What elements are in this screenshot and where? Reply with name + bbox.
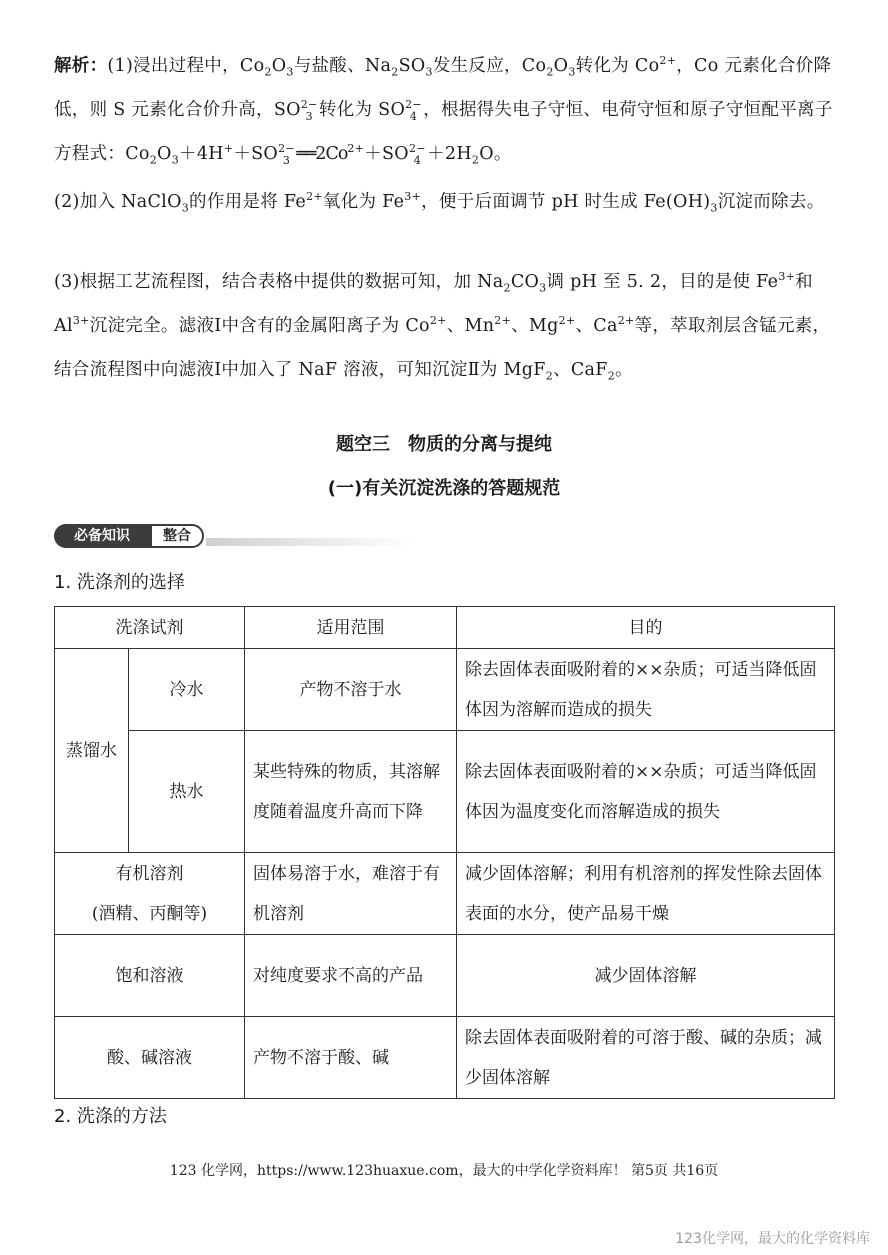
section-title-method: 2. 洗涤的方法: [54, 1106, 167, 1127]
text: ＋SO: [364, 144, 409, 164]
text: ，便于后面调节 pH 时生成 Fe(OH): [421, 192, 711, 212]
scope-cell: 产物不溶于酸、碱: [245, 1017, 457, 1099]
subsection-heading: (一)有关沉淀洗涤的答题规范: [327, 478, 561, 499]
text: ══2Co: [296, 144, 348, 164]
sub: 2: [545, 369, 554, 383]
sup: 3+: [404, 190, 422, 204]
analysis-paragraph-2: [54, 180, 838, 224]
text: O。: [479, 144, 512, 164]
sub: 2: [503, 281, 511, 295]
text: 的作用是将 Fe: [189, 192, 307, 212]
table-row: [55, 853, 835, 935]
sub: 2: [264, 65, 272, 79]
banner-fade-bar: [206, 538, 414, 546]
detergent-table: [54, 606, 835, 1099]
sup: 2−: [300, 98, 318, 112]
sub: 3: [305, 109, 313, 123]
sub: 3: [171, 153, 180, 167]
scope-cell: 对纯度要求不高的产品: [245, 935, 457, 1017]
text: 、Mn: [446, 316, 495, 336]
sub: 2: [149, 153, 158, 167]
text: 和 Al: [54, 272, 813, 336]
sub: 3: [282, 153, 291, 167]
sup: 2+: [347, 142, 365, 156]
table-row: [55, 649, 835, 731]
purpose-cell: 减少固体溶解: [457, 935, 835, 1017]
sub: 3: [539, 281, 547, 295]
text: 转化为 Co: [575, 56, 660, 76]
banner-label-left: 必备知识: [54, 524, 150, 548]
analysis-label: 解析：: [54, 56, 108, 76]
text: 。: [615, 360, 633, 380]
text: CO: [510, 272, 540, 292]
text: 沉淀完全。滤液Ⅰ中含有的金属阳离子为 Co: [89, 316, 430, 336]
watermark: 123化学网，最大的化学资料库: [675, 1231, 870, 1247]
page-footer: 123 化学网，https://www.123huaxue.com，最大的中学化学资料库！ 第5页 共16页: [169, 1163, 719, 1179]
text: 转化为 SO: [318, 100, 406, 120]
text: O: [271, 56, 287, 76]
table-header-row: [55, 607, 835, 649]
table-row: [55, 1017, 835, 1099]
text: 沉淀而除去。: [717, 192, 825, 212]
text: ＋4H: [179, 144, 224, 164]
banner-label-right: 整合: [150, 524, 204, 548]
sub: 3: [425, 65, 433, 79]
section-heading: 题空三 物质的分离与提纯: [336, 434, 552, 455]
purpose-cell: 除去固体表面吸附着的××杂质；可适当降低固体因为溶解而造成的损失: [457, 649, 835, 731]
text: 、Ca: [575, 316, 618, 336]
purpose-cell: 减少固体溶解；利用有机溶剂的挥发性除去固体表面的水分，使产品易干燥: [457, 853, 835, 935]
purpose-cell: 除去固体表面吸附着的可溶于酸、碱的杂质；减少固体溶解: [457, 1017, 835, 1099]
analysis-paragraph-3: [54, 260, 838, 392]
sup: 2+: [494, 314, 512, 328]
sup: 2−: [278, 142, 295, 156]
text: 、Mg: [511, 316, 559, 336]
text: (3)根据工艺流程图，结合表格中提供的数据可知，加 Na: [54, 272, 504, 292]
sub: 4: [409, 109, 418, 123]
scope-cell: 某些特殊的物质，其溶解度随着温度升高而下降: [245, 731, 457, 853]
reagent-cell: 饱和溶液: [55, 935, 245, 1017]
sub: 2: [607, 369, 616, 383]
sub: 3: [286, 65, 294, 79]
header-reagent: 洗涤试剂: [55, 607, 245, 649]
text: O: [553, 56, 569, 76]
table-row: [55, 731, 835, 853]
sub: 2: [546, 65, 554, 79]
text: (2)加入 NaClO: [54, 192, 182, 212]
sub: 2: [471, 153, 480, 167]
text: 等，萃取剂层含锰元素，结合流程图中向滤液Ⅰ中加入了 NaF 溶液，可知沉淀Ⅱ为 MgF: [54, 316, 831, 380]
text: 氧化为 Fe: [322, 192, 405, 212]
reagent-cell: 冷水: [129, 649, 245, 731]
sup: 2−: [408, 142, 426, 156]
sub: 3: [710, 201, 718, 215]
knowledge-banner: [54, 524, 414, 548]
text: ＋2H: [427, 144, 472, 164]
sub: 2: [391, 65, 399, 79]
text: 调 pH 至 5. 2，目的是使 Fe: [546, 272, 779, 292]
sup: 2+: [558, 314, 576, 328]
sub: 3: [181, 201, 190, 215]
text: 、CaF: [553, 360, 608, 380]
sup: 3+: [778, 270, 796, 284]
analysis-paragraph-1: [54, 44, 838, 176]
sub: 4: [413, 153, 422, 167]
sup: 2+: [306, 190, 323, 204]
section-title-detergent: 1. 洗涤剂的选择: [54, 572, 185, 593]
text: 与盐酸、Na: [293, 56, 392, 76]
sup: 2+: [659, 54, 677, 68]
scope-cell: 产物不溶于水: [245, 649, 457, 731]
sup: 2+: [429, 314, 447, 328]
header-purpose: 目的: [457, 607, 835, 649]
text: 发生反应，Co: [432, 56, 547, 76]
sup: 2+: [617, 314, 635, 328]
sub: 3: [568, 65, 576, 79]
scope-cell: 固体易溶于水，难溶于有机溶剂: [245, 853, 457, 935]
text: ＋SO: [233, 144, 279, 164]
distilled-water-cell: 蒸馏水: [55, 649, 129, 853]
purpose-cell: 除去固体表面吸附着的××杂质；可适当降低固体因为温度变化而溶解造成的损失: [457, 731, 835, 853]
text: ，Co 元素化合价降低，则 S 元素化合价升高，SO: [54, 56, 832, 120]
reagent-cell: 酸、碱溶液: [55, 1017, 245, 1099]
sup: 2−: [405, 98, 422, 112]
text: ，根据得失电子守恒、电荷守恒和原子守恒配平离子方程式：Co: [54, 100, 833, 164]
header-scope: 适用范围: [245, 607, 457, 649]
text: SO: [398, 56, 426, 76]
sup: +: [223, 142, 234, 156]
text: (1)浸出过程中，Co: [107, 56, 265, 76]
reagent-cell: 热水: [129, 731, 245, 853]
reagent-cell: 有机溶剂 (酒精、丙酮等): [55, 853, 245, 935]
text: O: [157, 144, 172, 164]
table-row: [55, 935, 835, 1017]
sup: 3+: [72, 314, 90, 328]
